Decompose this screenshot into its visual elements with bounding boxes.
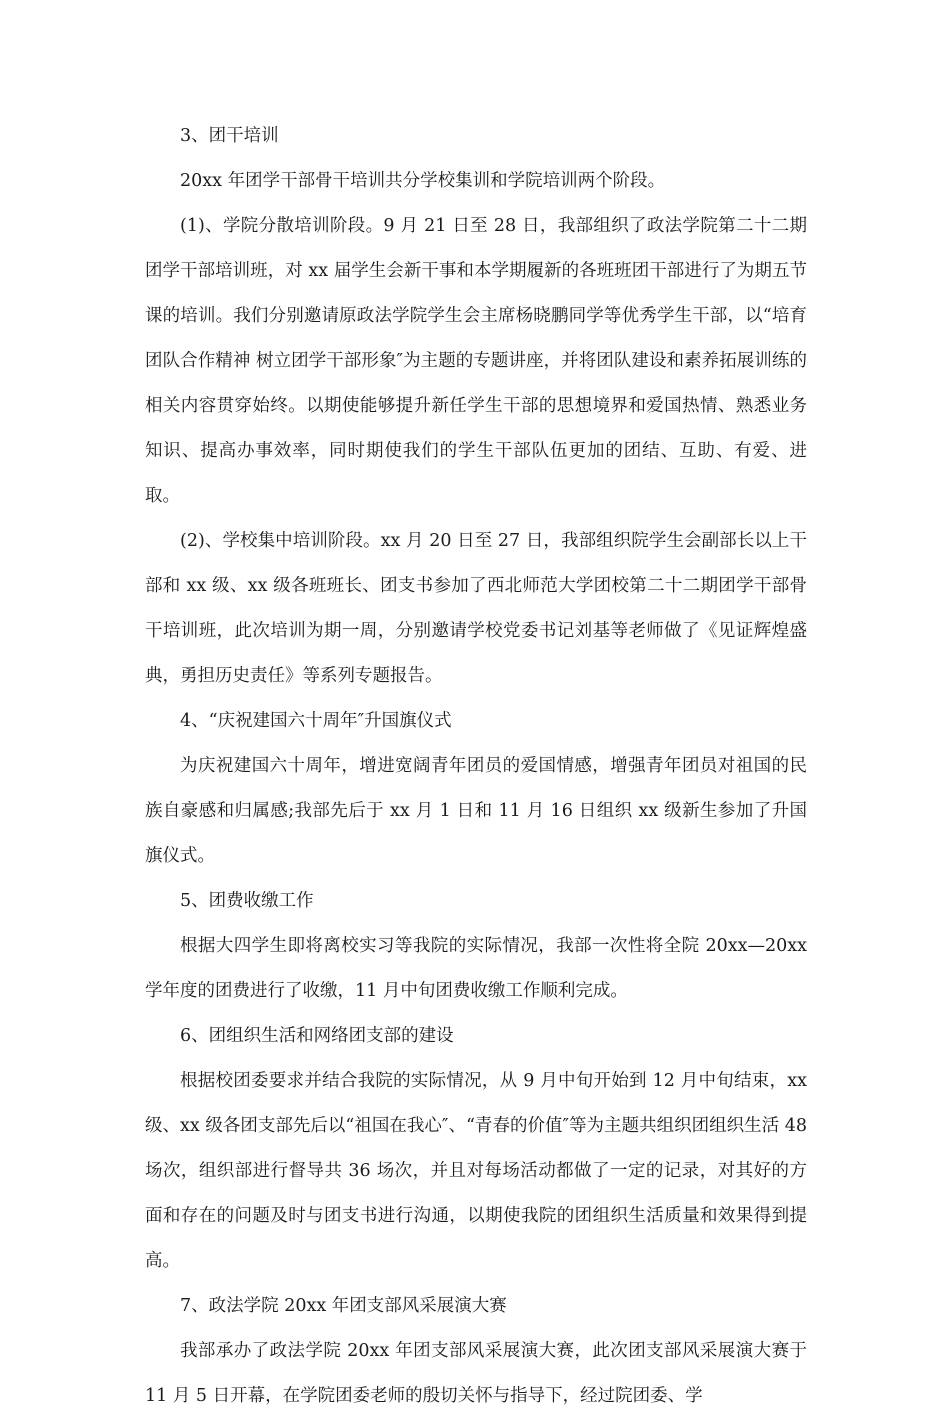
paragraph-showcase: 我部承办了政法学院 20xx 年团支部风采展演大赛，此次团支部风采展演大赛于 11 月 5 日开幕，在学院团委老师的殷切关怀与指导下，经过院团委、学 [145,1341,807,1406]
paragraph-training-stage-1: (1)、学院分散培训阶段。9 月 21 日至 28 日，我部组织了政法学院第二十二期团学干部培训班，对 xx 届学生会新干事和本学期履新的各班班团干部进行了为期五节课的培训。我们分别邀请原政法学院学生会主席杨晓鹏同学等优秀学生干部，以“培育团队合作精神 树立团学干部形象″为主题的专题讲座，并将团队建设和素养拓展训练的相关内容贯穿始终。以期使能够提升新任学生干部的思想境界和爱国热情、熟悉业务知识、提高办事效率，同时期使我们的学生干部队伍更加的团结、互助、有爱、进取。 [145,216,807,506]
document-page [145,114,807,1419]
section-heading-dues: 5、团费收缴工作 [180,891,314,911]
section-heading-training: 3、团干培训 [180,126,279,146]
paragraph-flag-ceremony: 为庆祝建国六十周年，增进宽阔青年团员的爱国情感，增强青年团员对祖国的民族自豪感和归属感;我部先后于 xx 月 1 日和 11 月 16 日组织 xx 级新生参加了升国旗仪式。 [145,756,807,866]
paragraph-org-life: 根据校团委要求并结合我院的实际情况，从 9 月中旬开始到 12 月中旬结束，xx 级、xx 级各团支部先后以“祖国在我心″、“青春的价值″等为主题共组织团组织生活 48 场次，组织部进行督导共 36 场次，并且对每场活动都做了一定的记录，对其好的方面和存在的问题及时与团支书进行沟通，以期使我院的团组织生活质量和效果得到提高。 [145,1071,807,1271]
paragraph-dues: 根据大四学生即将离校实习等我院的实际情况，我部一次性将全院 20xx—20xx 学年度的团费进行了收缴，11 月中旬团费收缴工作顺利完成。 [145,936,807,1001]
paragraph-training-intro: 20xx 年团学干部骨干培训共分学校集训和学院培训两个阶段。 [180,171,666,191]
section-heading-org-life: 6、团组织生活和网络团支部的建设 [180,1026,454,1046]
section-heading-flag-ceremony: 4、“庆祝建国六十周年″升国旗仪式 [180,711,452,731]
section-heading-showcase: 7、政法学院 20xx 年团支部风采展演大赛 [180,1296,507,1316]
paragraph-training-stage-2: (2)、学校集中培训阶段。xx 月 20 日至 27 日，我部组织院学生会副部长以上干部和 xx 级、xx 级各班班长、团支书参加了西北师范大学团校第二十二期团学干部骨干培训班，此次培训为期一周，分别邀请学校党委书记刘基等老师做了《见证辉煌盛典，勇担历史责任》等系列专题报告。 [145,531,807,686]
